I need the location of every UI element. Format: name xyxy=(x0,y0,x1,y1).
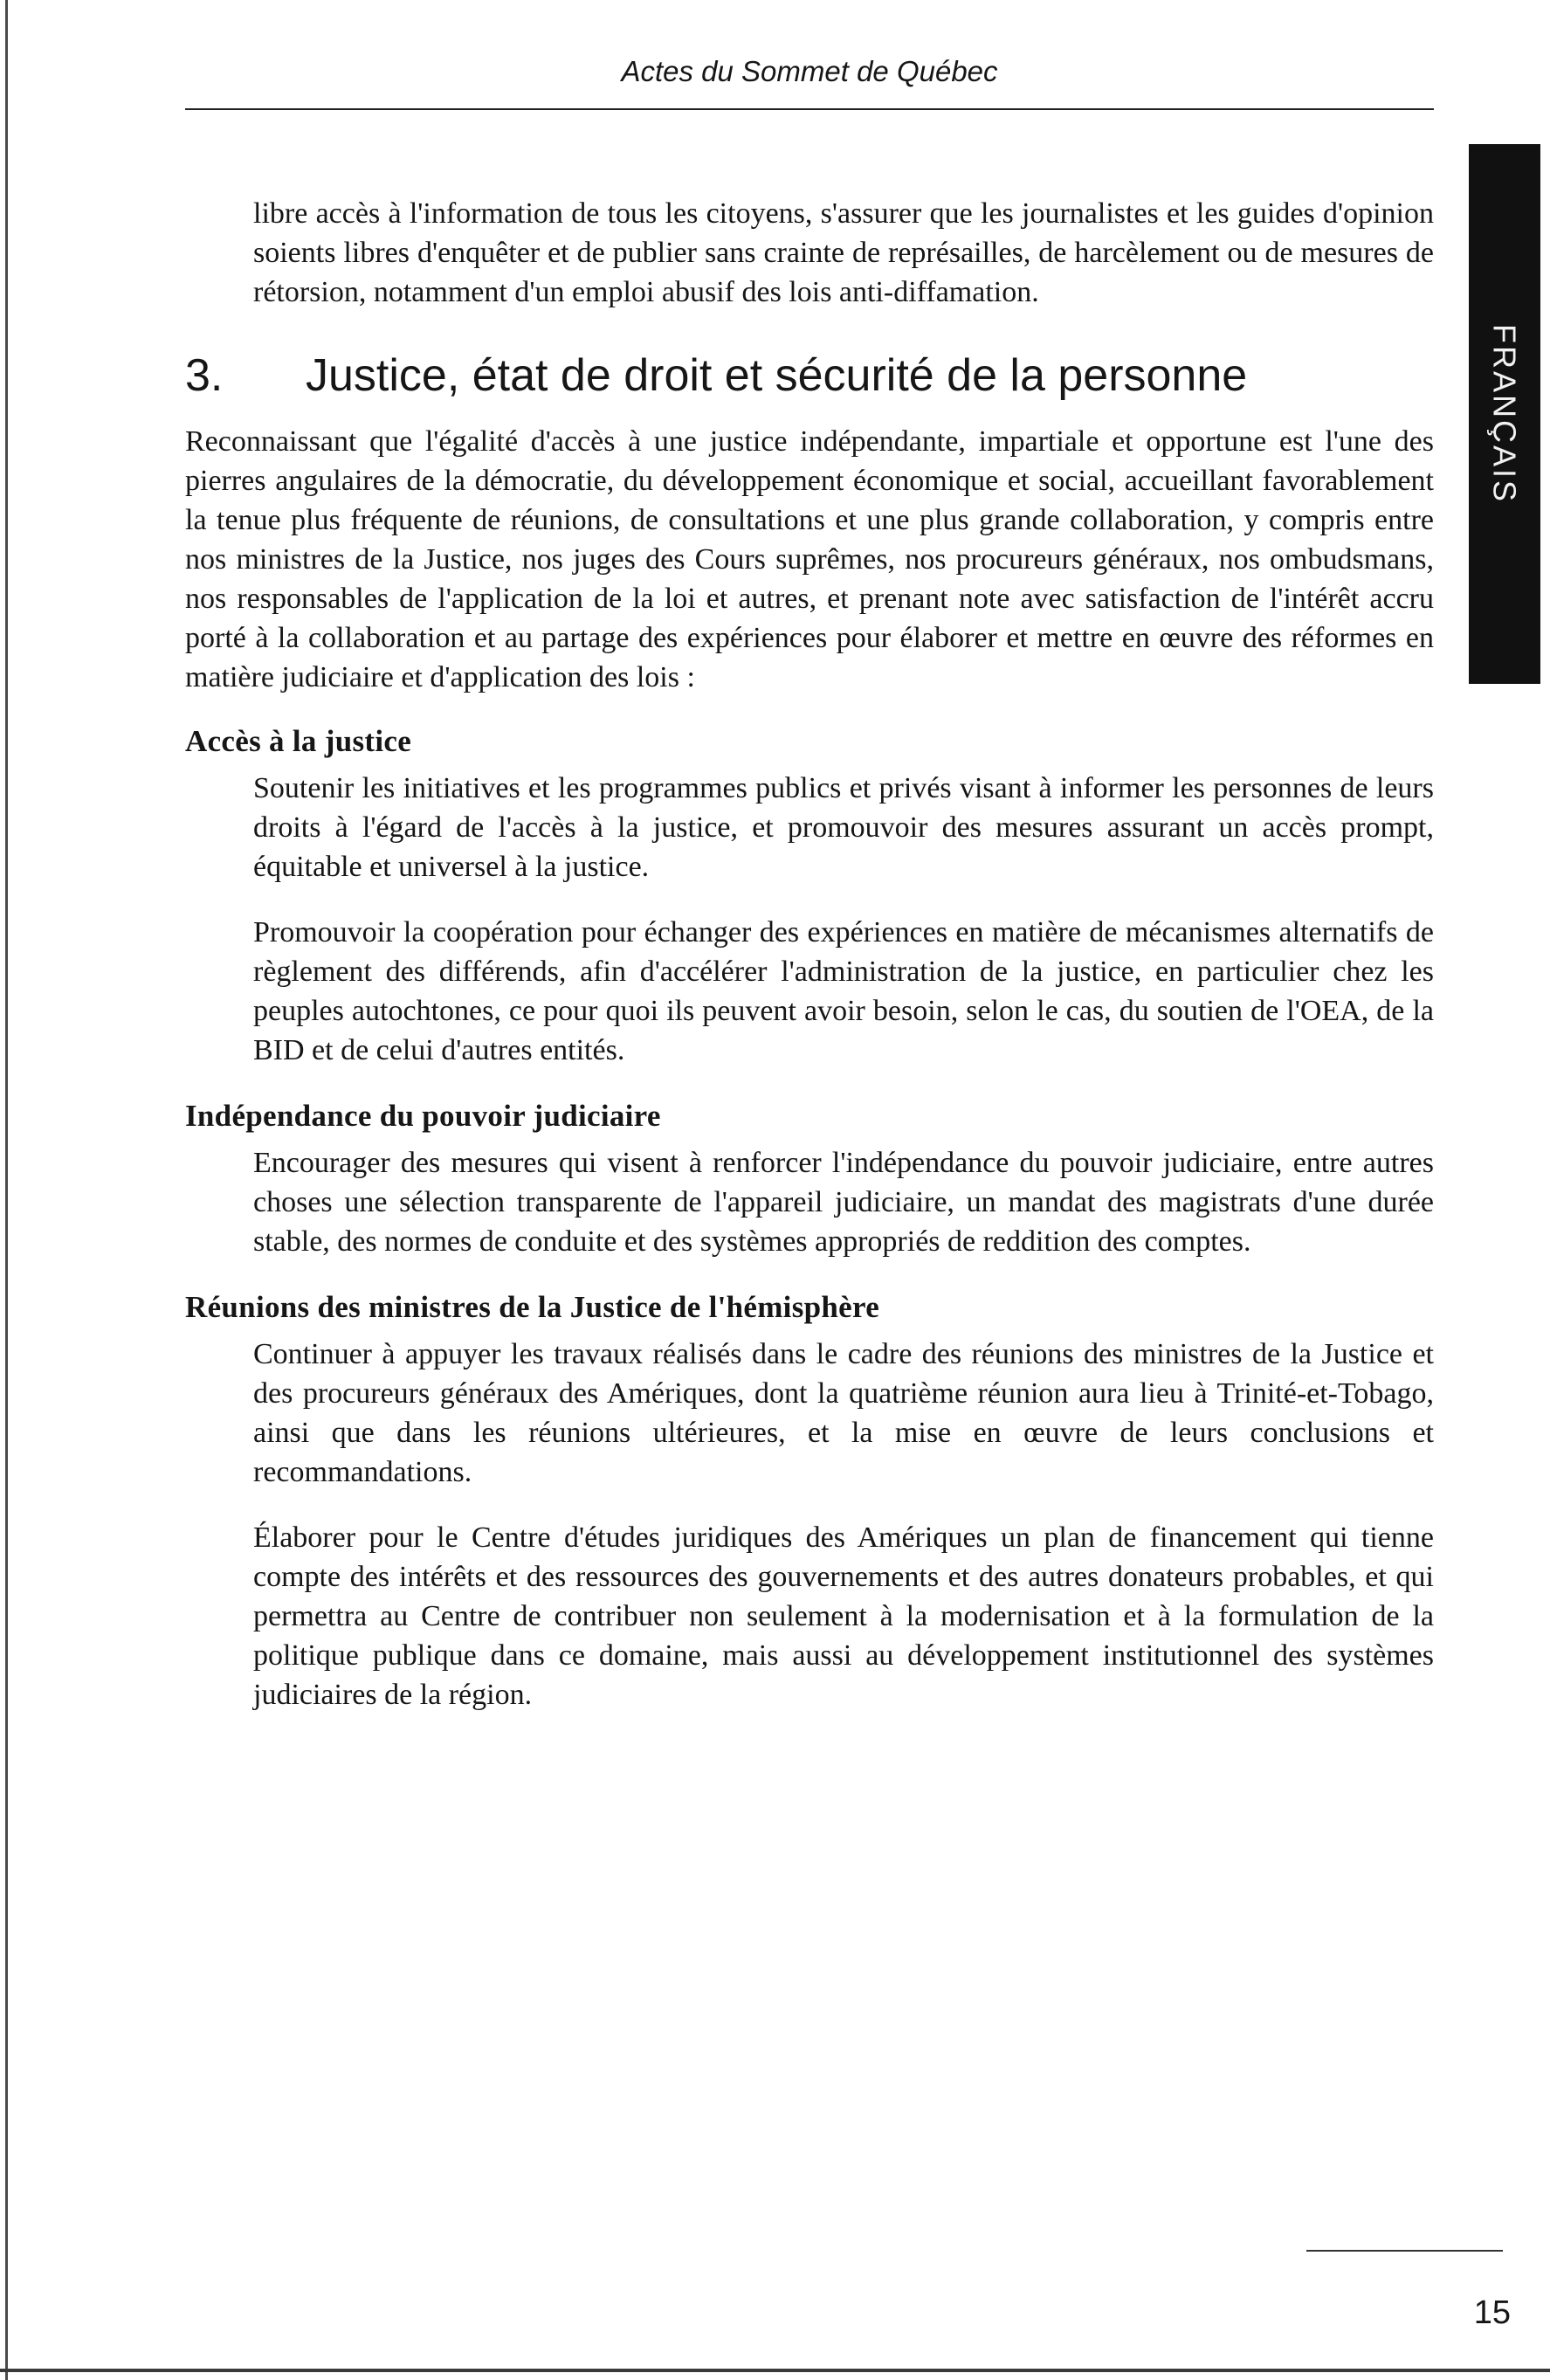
section-heading xyxy=(185,348,1434,403)
header-rule xyxy=(185,108,1434,110)
subsection-heading: Accès à la justice xyxy=(185,724,412,758)
section-title: Justice, état de droit et sécurité de la personne xyxy=(306,350,1248,401)
subsection-paragraph: Élaborer pour le Centre d'études juridiques des Amériques un plan de financement qui tienne compte des intérêts et des ressources des gouvernements et des autres donateurs probables, et qui permettra au Centre de contribuer non seulement à la modernisation et à la formulation de la politique publique dans ce domaine, mais aussi au développement institutionnel des systèmes judiciaires de la région. xyxy=(253,1521,1434,1711)
subsection-heading: Indépendance du pouvoir judiciaire xyxy=(185,1099,661,1133)
subsection-paragraph: Continuer à appuyer les travaux réalisés dans le cadre des réunions des ministres de la Justice et des procureurs généraux des Amériques, dont la quatrième réunion aura lieu à Trinité-et-Tobago, ainsi que dans les réunions ultérieures, et la mise en œuvre de leurs conclusions et recommandations. xyxy=(253,1338,1434,1488)
footer-rule xyxy=(1306,2250,1503,2252)
section-intro-paragraph: Reconnaissant que l'égalité d'accès à une justice indépendante, impartiale et opportune est l'une des pierres angulaires de la démocratie, du développement économique et social, accueillant favorablement la tenue plus fréquente de réunions, de consultations et une plus grande collaboration, y compris entre nos ministres de la Justice, nos juges des Cours suprêmes, nos procureurs généraux, nos ombudsmans, nos responsables de l'application de la loi et autres, et prenant note avec satisfaction de l'intérêt accru porté à la collaboration et au partage des expériences pour élaborer et mettre en œuvre des réformes en matière judiciaire et d'application des lois : xyxy=(185,425,1434,693)
subsection-judicial-independence xyxy=(185,1096,1434,1261)
running-header: Actes du Sommet de Québec xyxy=(621,55,998,87)
lead-paragraph: libre accès à l'information de tous les citoyens, s'assurer que les journalistes et les guides d'opinion soients libres d'enquêter et de publier sans crainte de représailles, de harcèlement ou de mesures de rétorsion, notamment d'un emploi abusif des lois anti-diffamation. xyxy=(253,197,1434,308)
section-number: 3. xyxy=(185,350,224,401)
scan-edge-bottom xyxy=(0,2369,1550,2372)
language-tab-label: FRANÇAIS xyxy=(1486,323,1523,505)
scan-edge-left xyxy=(5,0,8,2380)
page-content xyxy=(185,194,1434,1741)
subsection-paragraph: Soutenir les initiatives et les programmes publics et privés visant à informer les personnes de leurs droits à l'égard de l'accès à la justice, et promouvoir des mesures assurant un accès prompt, équitable et universel à la justice. xyxy=(253,772,1434,883)
subsection-justice-ministers-meetings xyxy=(185,1287,1434,1714)
subsection-paragraph: Encourager des mesures qui visent à renforcer l'indépendance du pouvoir judiciaire, entre autres choses une sélection transparente de l'appareil judiciaire, un mandat des magistrats d'une durée stable, des normes de conduite et des systèmes appropriés de reddition des comptes. xyxy=(253,1147,1434,1258)
subsection-paragraph: Promouvoir la coopération pour échanger des expériences en matière de mécanismes alternatifs de règlement des différends, afin d'accélérer l'administration de la justice, en particulier chez les peuples autochtones, ce pour quoi ils peuvent avoir besoin, selon le cas, du soutien de l'OEA, de la BID et de celui d'autres entités. xyxy=(253,916,1434,1066)
subsection-access-to-justice xyxy=(185,721,1434,1070)
page-number: 15 xyxy=(1473,2294,1511,2331)
subsection-heading: Réunions des ministres de la Justice de l'hémisphère xyxy=(185,1290,880,1324)
